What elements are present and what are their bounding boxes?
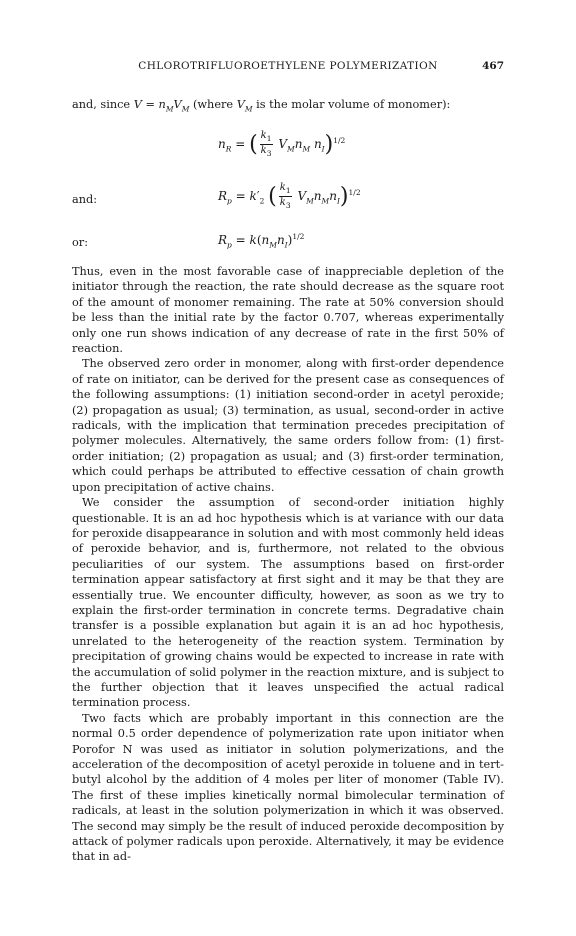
equation-rp: $R_p = k'_2$ ( $\frac{k_1}{k_3}$ $V_Mn_Mn_I)^{1/2}$: [218, 182, 361, 210]
paragraph-1: Thus, even in the most favorable case of inappreciable depletion of the initiator through the reaction, the rate should decrease as the square root of the amount of monomer remaining. The rate at 50% conversion should be less than the initial rate by the factor 0.707, whereas experimentally only one run shows indication of any decrease of rate in the first 50% of reaction.: [72, 265, 504, 356]
equation-nr: $n_R$ = ( $\frac{k_1}{k_3}$ $V_Mn_M$ $n_I)^{1/2}$: [218, 130, 346, 158]
label-or: or:: [72, 236, 89, 249]
running-title: CHLOROTRIFLUOROETHYLENE POLYMERIZATION: [138, 60, 438, 72]
intro-line: and, since $V = n_MV_M$ (where $V_M$ is the molar volume of monomer):: [72, 98, 451, 114]
paragraph-2: The observed zero order in monomer, along with first-order dependence of rate on initiator, can be derived for the present case as consequences of the following assumptions: (1) initiation second-order in acetyl peroxide; (2) propagation as usual; (3) termination, as usual, second-order in active radicals, with the implication that termination precedes precipitation of polymer molecules. Alternatively, the same orders follow from: (1) first-order initiation; (2) propagation as usual; and (3) first-order termination, which could perhaps be attributed to effective cessation of chain growth upon precipitation of active chains.: [72, 357, 504, 494]
body-text: [72, 264, 504, 865]
paragraph-4: Two facts which are probably important in this connection are the normal 0.5 order dependence of polymerization rate upon initiator when Porofor N was used as initiator in solution polymerizations, and the acceleration of the decomposition of acetyl peroxide in toluene and in tert-butyl alcohol by the addition of 4 moles per liter of monomer (Table IV). The first of these implies kinetically normal bimolecular termination of radicals, at least in the solution polymerization in which it was observed. The second may simply be the result of induced peroxide decomposition by attack of polymer radicals upon peroxide. Alternatively, it may be evidence that in ad-: [72, 711, 504, 864]
paragraph-3: We consider the assumption of second-order initiation highly questionable. It is an ad hoc hypothesis which is at variance with our data for peroxide disappearance in solution and with most commonly held ideas of peroxide behavior, and is, furthermore, not related to the obvious peculiarities of our system. The assumptions based on first-order termination appear satisfactory at first sight and it may be that they are essentially true. We encounter difficulty, however, as soon as we try to explain the first-order termination in concrete terms. Degradative chain transfer is a possible explanation but again it is an ad hoc hypothesis, unrelated to the heterogeneity of the reaction system. Termination by precipitation of growing chains would be expected to increase in rate with the accumulation of solid polymer in the reaction mixture, and is subject to the further objection that it leaves unspecified the actual radical termination process.: [72, 496, 504, 710]
running-head: [72, 60, 504, 76]
label-and: and:: [72, 193, 98, 206]
equation-rp-simple: $R_p = k(n_Mn_I)^{1/2}$: [218, 232, 305, 250]
page-number: 467: [482, 60, 504, 72]
